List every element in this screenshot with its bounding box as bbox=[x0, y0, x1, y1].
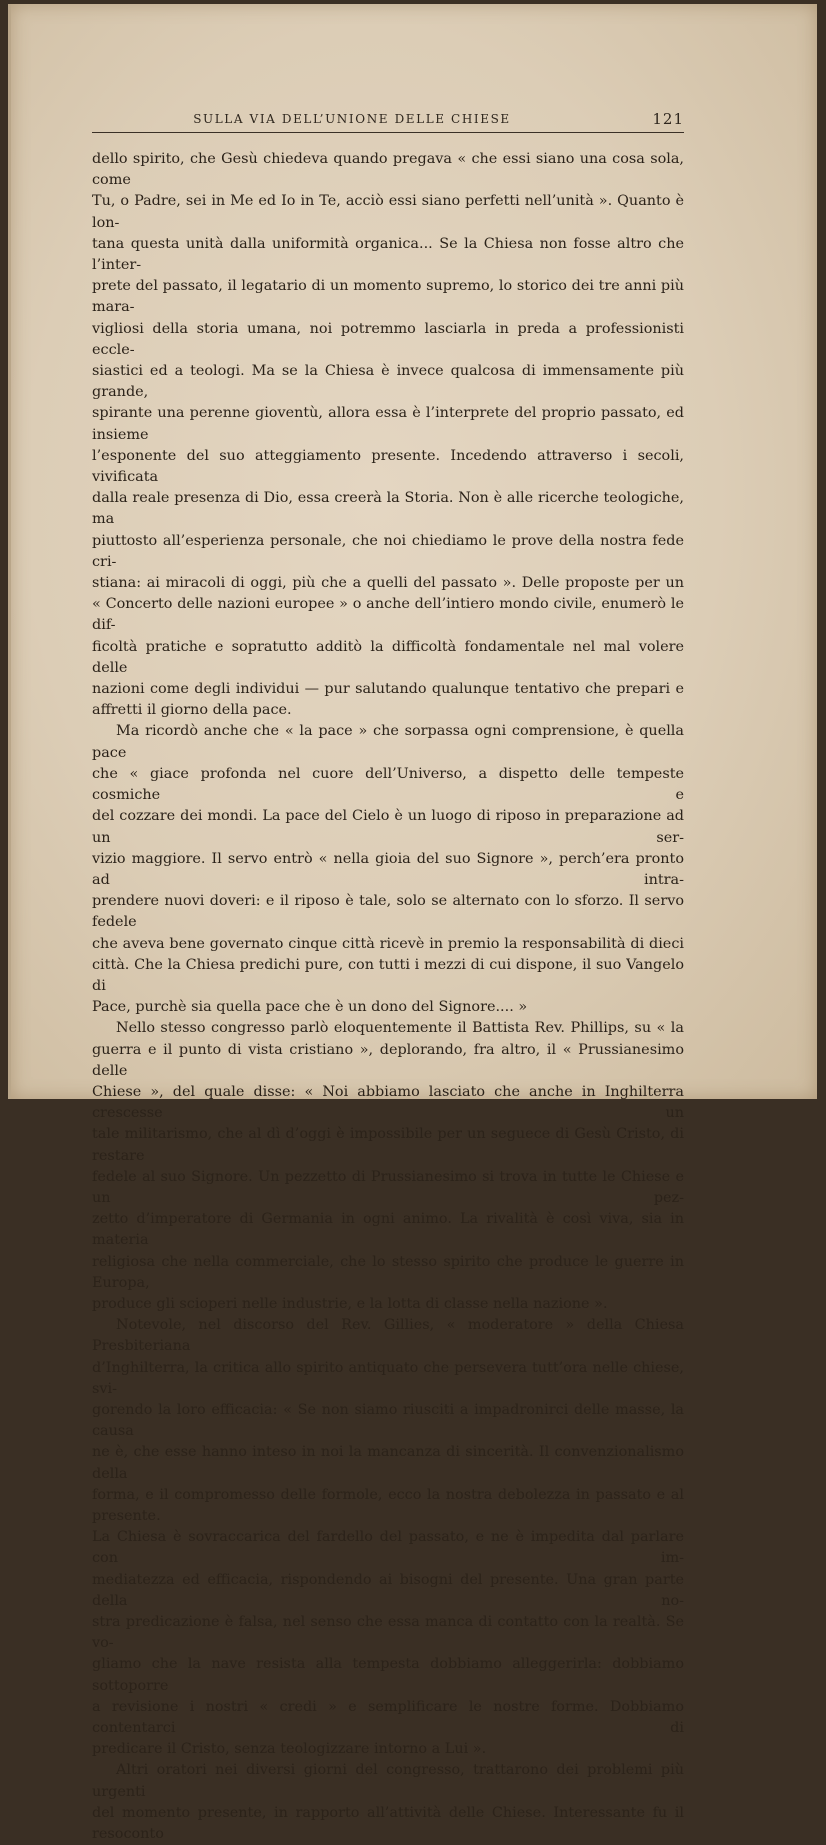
running-title: SULLA VIA DELL’UNIONE DELLE CHIESE bbox=[193, 112, 511, 126]
text-line: fedele al suo Signore. Un pezzetto di Prussianesimo si trova in tutte le Chiese e un pez- bbox=[92, 1168, 684, 1206]
text-line: mediatezza ed efficacia, rispondendo ai bisogni del presente. Una gran parte della no- bbox=[92, 1571, 684, 1609]
text-line: spirante una perenne gioventù, allora essa è l’interprete del proprio passato, ed insieme bbox=[92, 405, 684, 443]
text-line: gliamo che la nave resista alla tempesta dobbiamo alleggerirla: dobbiamo sottoporre bbox=[92, 1656, 684, 1694]
text-line: vizio maggiore. Il servo entrò « nella gioia del suo Signore », perch’era pronto ad intra- bbox=[92, 850, 684, 888]
text-line: Pace, purchè sia quella pace che è un dono del Signore.... » bbox=[92, 999, 528, 1016]
text-line: d’Inghilterra, la critica allo spirito antiquato che persevera tutt’ora nelle chiese, svi- bbox=[92, 1359, 684, 1397]
body-text bbox=[92, 149, 684, 1845]
text-line: che aveva bene governato cinque città ricevè in premio la responsabilità di dieci bbox=[92, 935, 684, 952]
text-line: Nello stesso congresso parlò eloquentemente il Battista Rev. Phillips, su « la bbox=[116, 1020, 684, 1037]
text-line: l’esponente del suo atteggiamento presente. Incedendo attraverso i secoli, vivificata bbox=[92, 447, 684, 486]
text-line: prendere nuovi doveri: e il riposo è tale, solo se alternato con lo sforzo. Il servo fedele bbox=[92, 893, 684, 931]
text-line: stiana: ai miracoli di oggi, più che a quelli del passato ». Delle proposte per un bbox=[92, 575, 684, 592]
text-line: che « giace profonda nel cuore dell’Universo, a dispetto delle tempeste cosmiche e bbox=[92, 765, 684, 804]
text-line: ne è, che esse hanno inteso in noi la mancanza di sincerità. Il convenzionalismo della bbox=[92, 1444, 684, 1482]
text-line: forma, e il compromesso delle formole, ecco la nostra debolezza in passato e al presente. bbox=[92, 1486, 684, 1524]
text-line: a revisione i nostri « credi » e semplificare le nostre forme. Dobbiamo contentarci di bbox=[92, 1698, 684, 1737]
text-line: città. Che la Chiesa predichi pure, con tutti i mezzi di cui dispone, il suo Vangelo di bbox=[92, 956, 684, 994]
text-line: vigliosi della storia umana, noi potremmo lasciarla in preda a professionisti eccle- bbox=[92, 320, 684, 358]
page-header bbox=[92, 110, 684, 133]
text-line: Notevole, nel discorso del Rev. Gillies, « moderatore » della Chiesa Presbiteriana bbox=[92, 1317, 684, 1355]
text-line: Altri oratori nei diversi giorni del congresso, trattarono dei problemi più urgenti bbox=[92, 1762, 684, 1800]
text-line: produce gli scioperi nelle industrie, e la lotta di classe nella nazione ». bbox=[92, 1295, 608, 1312]
text-line: zetto d’imperatore di Germania in ogni animo. La rivalità è così viva, sia in materia bbox=[92, 1211, 684, 1249]
text-line: stra predicazione è falsa, nel senso che essa manca di contatto con la realtà. Se vo- bbox=[92, 1614, 684, 1652]
text-line: tale militarismo, che al dì d’oggi è impossibile per un seguece di Gesù Cristo, di restare bbox=[92, 1126, 684, 1164]
text-line: del cozzare dei mondi. La pace del Cielo è un luogo di riposo in preparazione ad un ser- bbox=[92, 808, 684, 846]
text-line: affretti il giorno della pace. bbox=[92, 702, 292, 719]
text-line: Chiese », del quale disse: « Noi abbiamo lasciato che anche in Inghilterra crescesse un bbox=[92, 1083, 684, 1122]
text-line: La Chiesa è sovraccarica del fardello del passato, e ne è impedita dal parlare con im- bbox=[92, 1529, 684, 1567]
text-line: dalla reale presenza di Dio, essa creerà la Storia. Non è alle ricerche teologiche, ma bbox=[92, 490, 684, 528]
text-line: prete del passato, il legatario di un momento supremo, lo storico dei tre anni più mara- bbox=[92, 278, 684, 316]
text-line: tana questa unità dalla uniformità organica... Se la Chiesa non fosse altro che l’inter- bbox=[92, 235, 684, 274]
page-number: 121 bbox=[652, 110, 684, 128]
text-line: religiosa che nella commerciale, che lo stesso spirito che produce le guerre in Europa, bbox=[92, 1253, 684, 1291]
text-line: Tu, o Padre, sei in Me ed Io in Te, acciò essi siano perfetti nell’unità ». Quanto è lon- bbox=[92, 193, 684, 231]
text-line: dello spirito, che Gesù chiedeva quando pregava « che essi siano una cosa sola, come bbox=[92, 151, 684, 189]
text-line: nazioni come degli individui — pur salutando qualunque tentativo che prepari e bbox=[92, 681, 684, 698]
text-line: piuttosto all’esperienza personale, che noi chiediamo le prove della nostra fede cri- bbox=[92, 532, 684, 570]
text-line: gorendo la loro efficacia: « Se non siamo riusciti a impadronirci delle masse, la causa bbox=[92, 1401, 684, 1440]
text-line: ficoltà pratiche e sopratutto additò la difficoltà fondamentale nel mal volere delle bbox=[92, 638, 684, 676]
text-line: Ma ricordò anche che « la pace » che sorpassa ogni comprensione, è quella pace bbox=[92, 723, 684, 761]
text-line: predicare il Cristo, senza teologizzare intorno a Lui ». bbox=[92, 1741, 487, 1758]
text-line: siastici ed a teologi. Ma se la Chiesa è invece qualcosa di immensamente più grande, bbox=[92, 363, 684, 401]
text-line: del momento presente, in rapporto all’attività delle Chiese. Interessante fu il resoconto bbox=[92, 1804, 684, 1843]
text-line: « Concerto delle nazioni europee » o anche dell’intiero mondo civile, enumerò le dif- bbox=[92, 596, 684, 634]
text-line: guerra e il punto di vista cristiano », deplorando, fra altro, il « Prussianesimo delle bbox=[92, 1041, 684, 1079]
